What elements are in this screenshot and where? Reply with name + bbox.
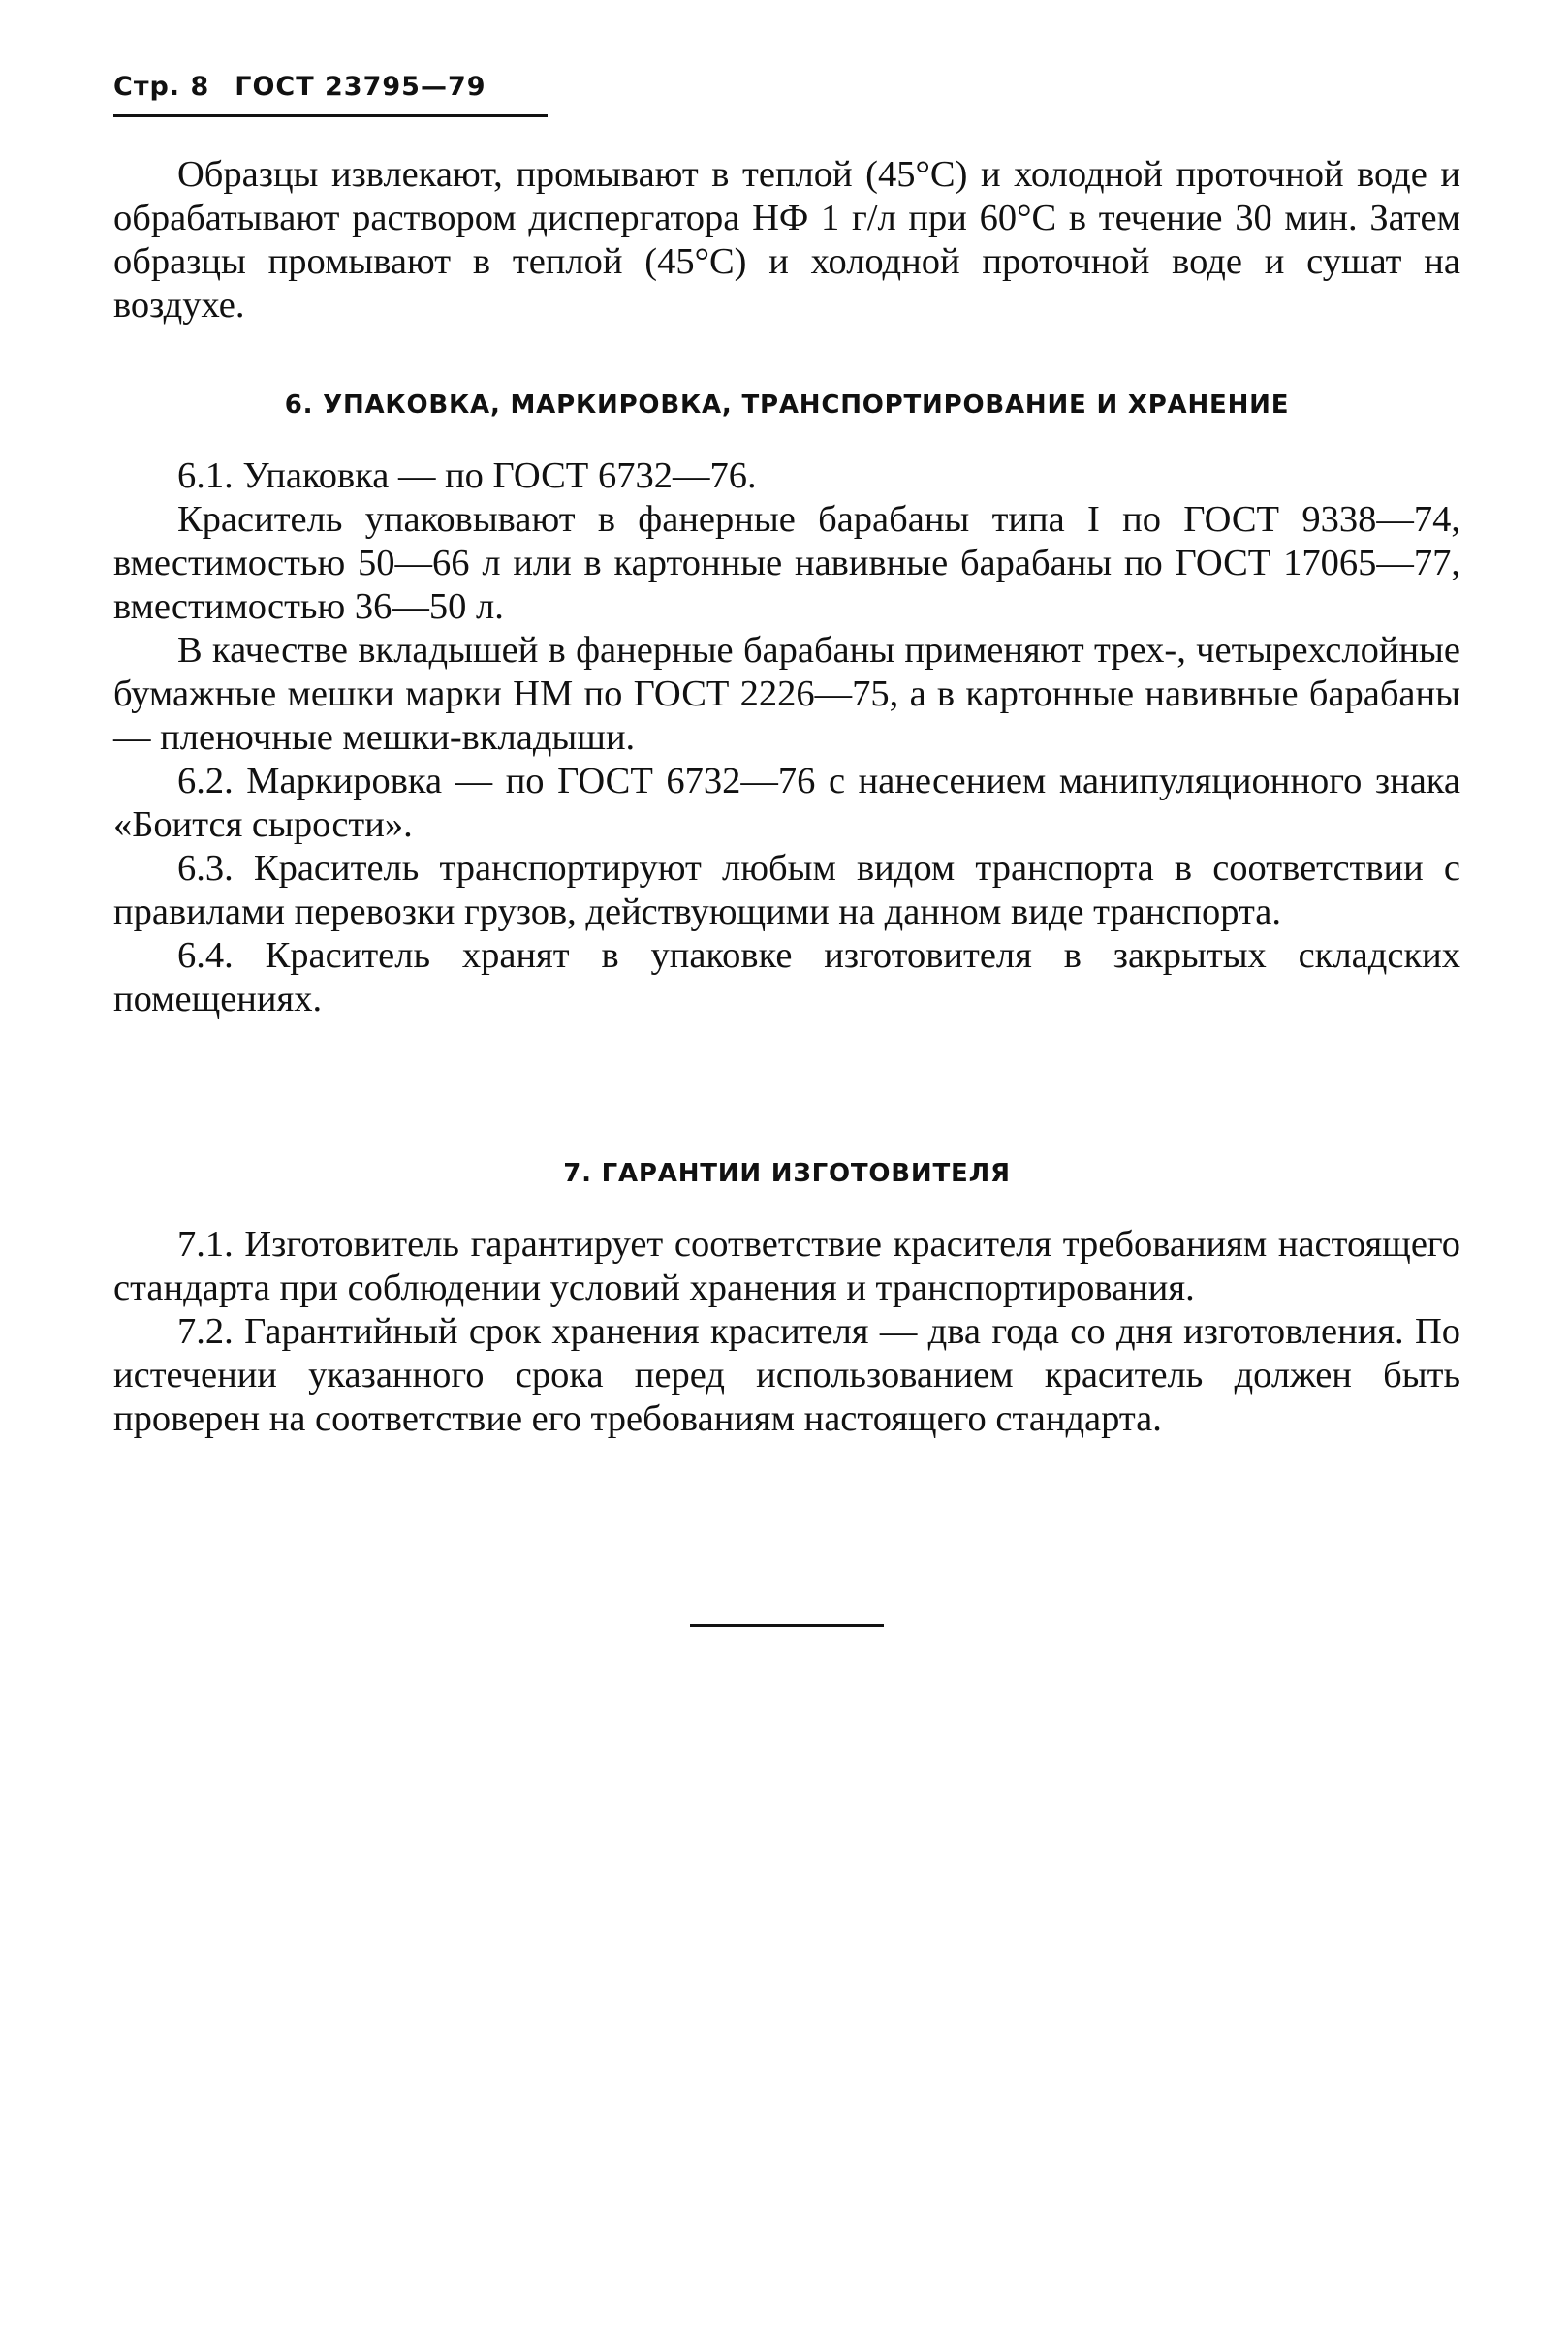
paragraph-6-1-liners: В качестве вкладышей в фанерные барабаны применяют трех-, четырехслойные бумажные мешки марки НМ по ГОСТ 2226—75, а в картонные навивные барабаны — пленочные мешки-вкладыши. <box>113 630 1460 758</box>
section-6-body <box>113 455 1460 1021</box>
section-7-body <box>113 1223 1460 1441</box>
paragraph-7-2: 7.2. Гарантийный срок хранения красителя — два года со дня изготовления. По истечении указанного срока перед использованием краситель должен быть проверен на соответствие его требованиям настоящего стандарта. <box>113 1311 1460 1439</box>
section-6-heading: 6. УПАКОВКА, МАРКИРОВКА, ТРАНСПОРТИРОВАНИЕ И ХРАНЕНИЕ <box>284 391 1290 420</box>
end-rule <box>690 1624 884 1627</box>
paragraph-7-1: 7.1. Изготовитель гарантирует соответствие красителя требованиям настоящего стандарта при соблюдении условий хранения и транспортирования. <box>113 1224 1460 1308</box>
intro-block <box>113 153 1460 328</box>
paragraph-6-3: 6.3. Краситель транспортируют любым видом транспорта в соответствии с правилами перевозки грузов, действующими на данном виде транспорта. <box>113 848 1460 932</box>
paragraph-6-1-packing: Краситель упаковывают в фанерные барабаны типа I по ГОСТ 9338—74, вместимостью 50—66 л или в картонные навивные барабаны по ГОСТ 17065—77, вместимостью 36—50 л. <box>113 499 1460 627</box>
paragraph-6-4: 6.4. Краситель хранят в упаковке изготовителя в закрытых складских помещениях. <box>113 935 1460 1019</box>
header-rule <box>113 114 548 117</box>
page-header <box>113 72 486 102</box>
paragraph-6-1: 6.1. Упаковка — по ГОСТ 6732—76. <box>177 455 757 496</box>
page-number: Стр. 8 <box>113 72 210 102</box>
intro-paragraph: Образцы извлекают, промывают в теплой (45°С) и холодной проточной воде и обрабатывают раствором диспергатора НФ 1 г/л при 60°С в течение 30 мин. Затем образцы промывают в теплой (45°С) и холодной проточной воде и сушат на воздухе. <box>113 154 1460 326</box>
standard-number: ГОСТ 23795—79 <box>235 72 486 102</box>
section-7-heading: 7. ГАРАНТИИ ИЗГОТОВИТЕЛЯ <box>563 1159 1011 1188</box>
paragraph-6-2: 6.2. Маркировка — по ГОСТ 6732—76 с нанесением манипуляционного знака «Боится сырости». <box>113 761 1460 845</box>
